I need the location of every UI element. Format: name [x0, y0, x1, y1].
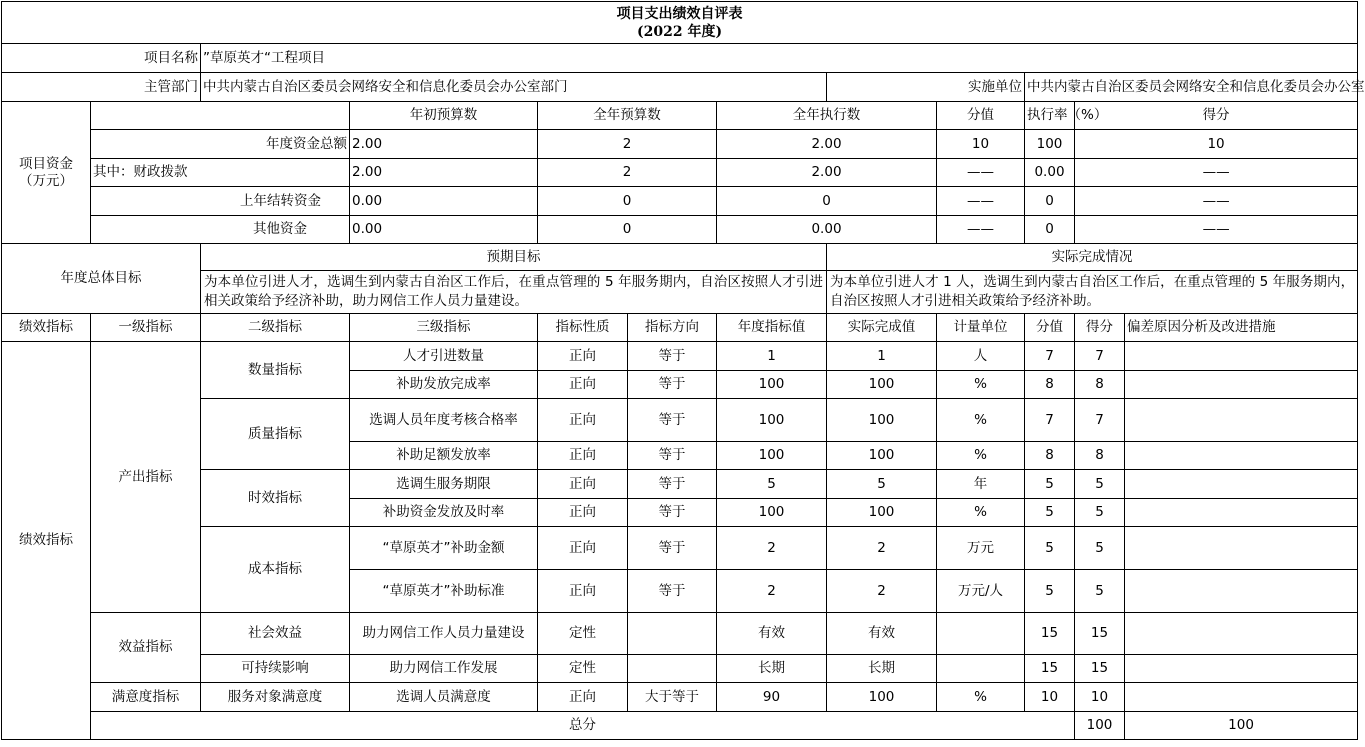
indicator-actual: 100: [827, 371, 937, 399]
funds-score-value: ——: [937, 187, 1025, 216]
indicator-value: 5: [1025, 527, 1075, 570]
indicator-nature: 正向: [538, 442, 628, 470]
level2-quantity: 数量指标: [201, 342, 350, 399]
funds-row: [2, 216, 1358, 244]
funds-header-rate: 执行率（%）: [1025, 102, 1075, 130]
expected-goal-text: 为本单位引进人才，选调生到内蒙古自治区工作后，在重点管理的 5 年服务期内，自治区按照人才引进相关政策给予经济补助，助力网信工作人员力量建设。: [201, 271, 827, 314]
indicator-value: 15: [1025, 655, 1075, 683]
indicator-target: 2: [717, 527, 827, 570]
total-value: 100: [1075, 712, 1125, 740]
indicator-nature: 正向: [538, 399, 628, 442]
funds-executed: 2.00: [717, 130, 937, 159]
indicator-unit: %: [937, 399, 1025, 442]
department-label: 主管部门: [2, 73, 201, 102]
indicator-score: 7: [1075, 399, 1125, 442]
funds-score: ——: [1075, 159, 1358, 187]
indicator-note: [1125, 470, 1358, 499]
indicator-actual: 长期: [827, 655, 937, 683]
funds-row: [2, 159, 1358, 187]
indicator-row: [2, 399, 1358, 442]
indicator-header-group: 绩效指标: [2, 314, 91, 342]
expected-goal-label: 预期目标: [201, 244, 827, 271]
funds-header-annual: 全年预算数: [538, 102, 717, 130]
indicator-direction: 等于: [628, 527, 717, 570]
funds-header-score-value: 分值: [937, 102, 1025, 130]
indicator-unit: 人: [937, 342, 1025, 371]
indicator-unit: 年: [937, 470, 1025, 499]
indicator-actual: 100: [827, 399, 937, 442]
indicator-value: 5: [1025, 570, 1075, 613]
level1-satisfaction: 满意度指标: [91, 683, 201, 712]
indicator-note: [1125, 342, 1358, 371]
funds-annual: 0: [538, 216, 717, 244]
funds-score: ——: [1075, 216, 1358, 244]
indicator-value: 8: [1025, 442, 1075, 470]
level3-name: 补助足额发放率: [350, 442, 538, 470]
indicator-value: 7: [1025, 342, 1075, 371]
indicator-value: 10: [1025, 683, 1075, 712]
level2-quality: 质量指标: [201, 399, 350, 470]
indicator-note: [1125, 527, 1358, 570]
indicator-note: [1125, 399, 1358, 442]
indicator-target: 有效: [717, 613, 827, 655]
indicator-direction: 等于: [628, 371, 717, 399]
indicator-group-label: 绩效指标: [2, 342, 91, 740]
indicator-actual: 2: [827, 527, 937, 570]
funds-rate: 0: [1025, 187, 1075, 216]
form-year: (2022 年度): [637, 23, 723, 40]
indicator-unit: %: [937, 683, 1025, 712]
funds-row-name: 其他资金: [91, 216, 350, 244]
funds-annual: 2: [538, 159, 717, 187]
indicator-target: 100: [717, 442, 827, 470]
table-title: [2, 2, 1358, 44]
level3-name: 补助发放完成率: [350, 371, 538, 399]
funds-score: 10: [1075, 130, 1358, 159]
indicator-nature: 定性: [538, 613, 628, 655]
indicator-note: [1125, 442, 1358, 470]
funds-header-initial: 年初预算数: [350, 102, 538, 130]
performance-self-evaluation-table: [1, 1, 1365, 740]
indicator-header-deviation: 偏差原因分析及改进措施: [1125, 314, 1358, 342]
level3-name: 选调人员年度考核合格率: [350, 399, 538, 442]
indicator-header-unit: 计量单位: [937, 314, 1025, 342]
indicator-unit: [937, 613, 1025, 655]
level3-name: 助力网信工作人员力量建设: [350, 613, 538, 655]
indicator-header-nature: 指标性质: [538, 314, 628, 342]
indicator-row: [2, 470, 1358, 499]
funds-row-name: 年度资金总额: [91, 130, 350, 159]
indicator-value: 5: [1025, 470, 1075, 499]
department-value: 中共内蒙古自治区委员会网络安全和信息化委员会办公室部门: [201, 73, 827, 102]
funds-executed: 0: [717, 187, 937, 216]
funds-header-executed: 全年执行数: [717, 102, 937, 130]
funds-row: [2, 187, 1358, 216]
indicator-header-level2: 二级指标: [201, 314, 350, 342]
indicator-score: 15: [1075, 655, 1125, 683]
indicator-unit: %: [937, 442, 1025, 470]
funds-header-score: 得分: [1075, 102, 1358, 130]
level2-sustainable-impact: 可持续影响: [201, 655, 350, 683]
indicator-note: [1125, 499, 1358, 527]
level2-social-benefit: 社会效益: [201, 613, 350, 655]
indicator-actual: 100: [827, 683, 937, 712]
indicator-actual: 2: [827, 570, 937, 613]
funds-executed: 2.00: [717, 159, 937, 187]
level2-cost: 成本指标: [201, 527, 350, 613]
funds-score: ——: [1075, 187, 1358, 216]
funds-header-blank: [91, 102, 350, 130]
indicator-unit: %: [937, 499, 1025, 527]
funds-row: [2, 130, 1358, 159]
total-row: [2, 712, 1358, 740]
project-name-value: ”草原英才“工程项目: [201, 44, 1358, 73]
indicator-actual: 100: [827, 499, 937, 527]
indicator-target: 1: [717, 342, 827, 371]
indicator-score: 15: [1075, 613, 1125, 655]
indicator-direction: 等于: [628, 399, 717, 442]
indicator-header-level1: 一级指标: [91, 314, 201, 342]
indicator-value: 7: [1025, 399, 1075, 442]
funds-annual: 2: [538, 130, 717, 159]
indicator-actual: 有效: [827, 613, 937, 655]
funds-initial: 0.00: [350, 216, 538, 244]
indicator-direction: 大于等于: [628, 683, 717, 712]
level1-output: 产出指标: [91, 342, 201, 613]
level2-timeliness: 时效指标: [201, 470, 350, 527]
indicator-header-target: 年度指标值: [717, 314, 827, 342]
indicator-header-score: 得分: [1075, 314, 1125, 342]
funds-initial: 2.00: [350, 159, 538, 187]
indicator-direction: 等于: [628, 570, 717, 613]
indicator-nature: 正向: [538, 371, 628, 399]
indicator-header-level3: 三级指标: [350, 314, 538, 342]
level2-service-satisfaction: 服务对象满意度: [201, 683, 350, 712]
indicator-header-value: 分值: [1025, 314, 1075, 342]
level3-name: “草原英才”补助金额: [350, 527, 538, 570]
implementing-unit-value: 中共内蒙古自治区委员会网络安全和信息化委员会办公室: [1025, 73, 1358, 102]
indicator-row: [2, 342, 1358, 371]
indicator-target: 长期: [717, 655, 827, 683]
indicator-unit: 万元/人: [937, 570, 1025, 613]
indicator-note: [1125, 613, 1358, 655]
indicator-score: 7: [1075, 342, 1125, 371]
total-label: 总分: [91, 712, 1075, 740]
level3-name: 助力网信工作发展: [350, 655, 538, 683]
funds-row-name: 上年结转资金: [91, 187, 350, 216]
funds-score-value: 10: [937, 130, 1025, 159]
level3-name: 人才引进数量: [350, 342, 538, 371]
indicator-unit: 万元: [937, 527, 1025, 570]
indicator-row: [2, 683, 1358, 712]
indicator-target: 100: [717, 371, 827, 399]
funds-initial: 0.00: [350, 187, 538, 216]
indicator-direction: 等于: [628, 470, 717, 499]
implementing-unit-label: 实施单位: [827, 73, 1025, 102]
indicator-note: [1125, 570, 1358, 613]
level3-name: “草原英才”补助标准: [350, 570, 538, 613]
indicator-score: 10: [1075, 683, 1125, 712]
indicator-nature: 定性: [538, 655, 628, 683]
level3-name: 补助资金发放及时率: [350, 499, 538, 527]
indicator-actual: 5: [827, 470, 937, 499]
indicator-nature: 正向: [538, 499, 628, 527]
indicator-score: 5: [1075, 470, 1125, 499]
indicator-score: 5: [1075, 570, 1125, 613]
indicator-value: 8: [1025, 371, 1075, 399]
indicator-unit: [937, 655, 1025, 683]
project-name-label: 项目名称: [2, 44, 201, 73]
indicator-direction: [628, 655, 717, 683]
funds-rate: 0.00: [1025, 159, 1075, 187]
indicator-row: [2, 527, 1358, 570]
form-title: 项目支出绩效自评表: [616, 5, 743, 22]
indicator-value: 5: [1025, 499, 1075, 527]
indicator-direction: [628, 613, 717, 655]
indicator-note: [1125, 683, 1358, 712]
funds-initial: 2.00: [350, 130, 538, 159]
annual-goal-label: 年度总体目标: [2, 244, 201, 314]
indicator-header-direction: 指标方向: [628, 314, 717, 342]
indicator-nature: 正向: [538, 470, 628, 499]
funds-rate: 0: [1025, 216, 1075, 244]
actual-completion-text: 为本单位引进人才 1 人，选调生到内蒙古自治区工作后，在重点管理的 5 年服务期内，自治区按照人才引进相关政策给予经济补助。: [827, 271, 1358, 314]
indicator-direction: 等于: [628, 342, 717, 371]
indicator-score: 5: [1075, 527, 1125, 570]
level3-name: 选调生服务期限: [350, 470, 538, 499]
indicator-value: 15: [1025, 613, 1075, 655]
project-funds-label: 项目资金 （万元）: [2, 102, 91, 244]
indicator-target: 90: [717, 683, 827, 712]
indicator-score: 8: [1075, 442, 1125, 470]
total-score: 100: [1125, 712, 1358, 740]
funds-row-name: 其中：财政拨款: [91, 159, 350, 187]
indicator-header-actual: 实际完成值: [827, 314, 937, 342]
indicator-nature: 正向: [538, 342, 628, 371]
level1-benefit: 效益指标: [91, 613, 201, 683]
funds-score-value: ——: [937, 159, 1025, 187]
indicator-actual: 1: [827, 342, 937, 371]
indicator-row: [2, 613, 1358, 655]
funds-rate: 100: [1025, 130, 1075, 159]
funds-executed: 0.00: [717, 216, 937, 244]
indicator-target: 100: [717, 399, 827, 442]
indicator-direction: 等于: [628, 442, 717, 470]
indicator-score: 5: [1075, 499, 1125, 527]
indicator-score: 8: [1075, 371, 1125, 399]
indicator-nature: 正向: [538, 683, 628, 712]
actual-completion-label: 实际完成情况: [827, 244, 1358, 271]
indicator-target: 5: [717, 470, 827, 499]
indicator-nature: 正向: [538, 527, 628, 570]
indicator-unit: %: [937, 371, 1025, 399]
funds-score-value: ——: [937, 216, 1025, 244]
indicator-note: [1125, 371, 1358, 399]
indicator-actual: 100: [827, 442, 937, 470]
funds-annual: 0: [538, 187, 717, 216]
indicator-row: [2, 655, 1358, 683]
indicator-nature: 正向: [538, 570, 628, 613]
indicator-note: [1125, 655, 1358, 683]
indicator-target: 100: [717, 499, 827, 527]
level3-name: 选调人员满意度: [350, 683, 538, 712]
indicator-target: 2: [717, 570, 827, 613]
indicator-direction: 等于: [628, 499, 717, 527]
